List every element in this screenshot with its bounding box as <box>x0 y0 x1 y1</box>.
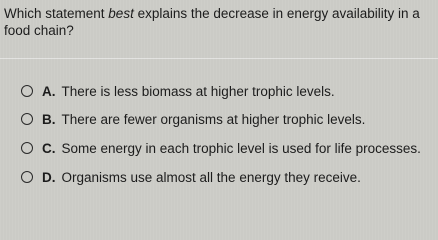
choice-c-text: Some energy in each trophic level is used for life processes. <box>61 140 421 156</box>
choice-c[interactable] <box>21 138 421 158</box>
choice-d-text: Organisms use almost all the energy they receive. <box>61 169 361 185</box>
choice-c-letter: C. <box>42 140 56 156</box>
choice-b-letter: B. <box>42 111 56 127</box>
choice-b[interactable] <box>21 109 365 129</box>
choice-b-text: There are fewer organisms at higher trophic levels. <box>61 111 366 127</box>
choice-d-letter: D. <box>42 169 56 185</box>
question-text-end: explains the decrease in energy availability in a food chain? <box>4 6 420 38</box>
choice-a[interactable] <box>21 81 335 101</box>
radio-button-d[interactable] <box>21 171 33 183</box>
choice-a-text: There is less biomass at higher trophic levels. <box>61 83 335 99</box>
question-emphasis: best <box>108 6 134 21</box>
radio-button-c[interactable] <box>21 142 33 154</box>
choice-a-letter: A. <box>42 83 56 99</box>
radio-button-b[interactable] <box>21 113 33 125</box>
radio-button-a[interactable] <box>21 85 33 97</box>
question-text-start: Which statement <box>4 6 109 21</box>
choice-d[interactable] <box>21 167 361 187</box>
